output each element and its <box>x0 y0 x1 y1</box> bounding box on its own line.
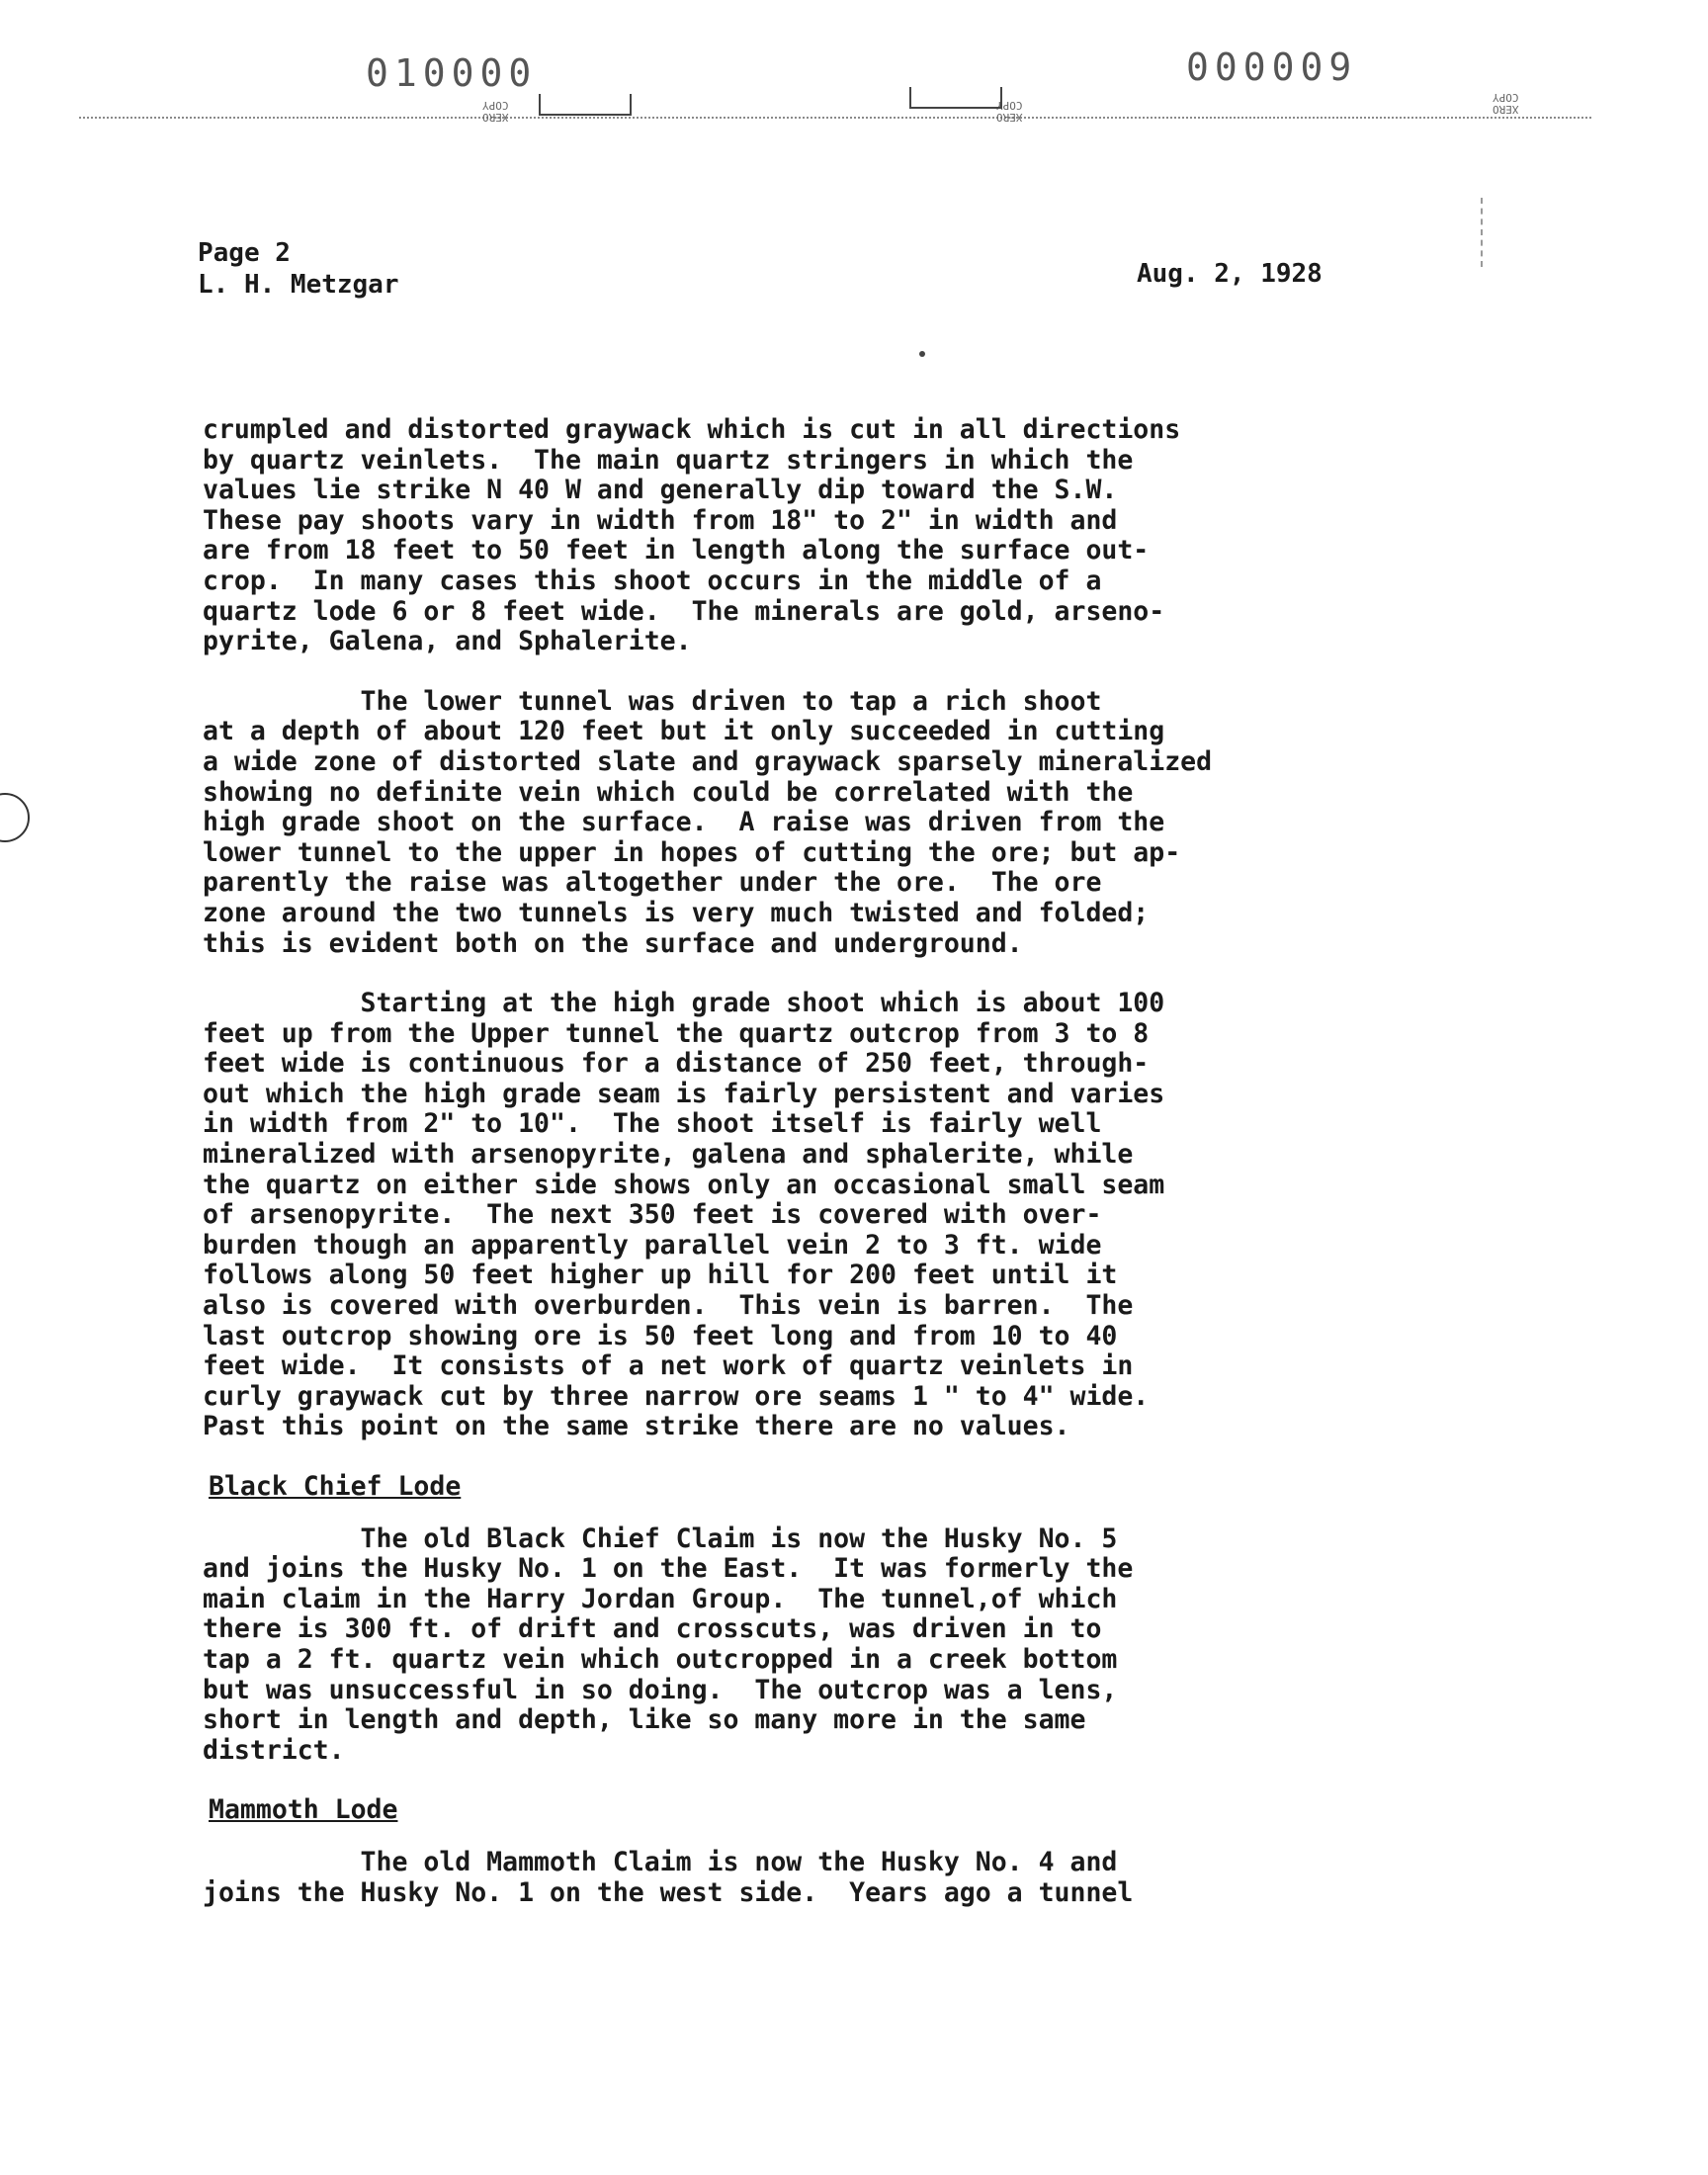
letter-body <box>203 415 1428 1938</box>
paragraph-high-grade-shoot: Starting at the high grade shoot which is about 100 feet up from the Upper tunnel the quartz outcrop from 3 to 8 feet wide is continuous for a distance of 250 feet, through- out which the high grade seam is fairly persistent and varies in width from 2" to 10". The shoot itself is fairly well mineralized with arsenopyrite, galena and sphalerite, while the quartz on either side shows only an occasional small seam of arsenopyrite. The next 350 feet is covered with over- burden though an apparently parallel vein 2 to 3 ft. wide follows along 50 feet higher up hill for 200 feet until it also is covered with overburden. This vein is barren. The last outcrop showing ore is 50 feet long and from 10 to 40 feet wide. It consists of a net work of quartz veinlets in curly graywack cut by three narrow ore seams 1 " to 4" wide. Past this point on the same strike there are no values. <box>203 988 1165 1442</box>
punch-hole <box>0 793 30 842</box>
section-heading-mammoth: Mammoth Lode <box>209 1794 398 1826</box>
letter-date: Aug. 2, 1928 <box>1137 259 1323 289</box>
paragraph-ore-description: crumpled and distorted graywack which is cut in all directions by quartz veinlets. The main quartz stringers in which the values lie strike N 40 W and generally dip toward the S.W. These pay shoots vary in width from 18" to 2" in width and are from 18 feet to 50 feet in length along the surface out- crop. In many cases this shoot occurs in the middle of a quartz lode 6 or 8 feet wide. The minerals are gold, arseno- pyrite, Galena, and Sphalerite. <box>203 414 1181 657</box>
stamp-number-right: 000009 <box>1186 45 1358 89</box>
xerox-label-middle: XERO COPY <box>996 99 1023 124</box>
paragraph-mammoth: The old Mammoth Claim is now the Husky No. 4 and joins the Husky No. 1 on the west side. Years ago a tunnel <box>203 1846 1134 1908</box>
ink-speck <box>919 351 925 357</box>
paragraph-lower-tunnel: The lower tunnel was driven to tap a rich shoot at a depth of about 120 feet but it only succeeded in cutting a wide zone of distorted slate and graywack sparsely mineralized showing no definite vein which could be correlated with the high grade shoot on the surface. A raise was driven from the lower tunnel to the upper in hopes of cutting the ore; but ap- parently the raise was altogether under the ore. The ore zone around the two tunnels is very much twisted and folded; this is evident both on the surface and underground. <box>203 685 1213 959</box>
bracket-mark-left <box>539 94 632 116</box>
stamp-number-left: 010000 <box>366 51 538 95</box>
xerox-label-right: XERO COPY <box>1493 91 1519 116</box>
bracket-mark-middle <box>909 87 1002 109</box>
margin-mark <box>1481 198 1483 267</box>
scan-divider-line <box>79 117 1591 119</box>
section-heading-black-chief: Black Chief Lode <box>209 1471 462 1502</box>
addressee-name: L. H. Metzgar <box>198 270 399 300</box>
page-number: Page 2 <box>198 238 291 268</box>
xerox-label-left: XERO COPY <box>482 99 509 124</box>
letter-header <box>198 237 399 301</box>
paragraph-black-chief: The old Black Chief Claim is now the Husky No. 5 and joins the Husky No. 1 on the East. It was formerly the main claim in the Harry Jordan Group. The tunnel,of which there is 300 ft. of drift and crosscuts, was driven in to tap a 2 ft. quartz vein which outcropped in a creek bottom but was unsuccessful in so doing. The outcrop was a lens, short in length and depth, like so many more in the same district. <box>203 1522 1134 1766</box>
